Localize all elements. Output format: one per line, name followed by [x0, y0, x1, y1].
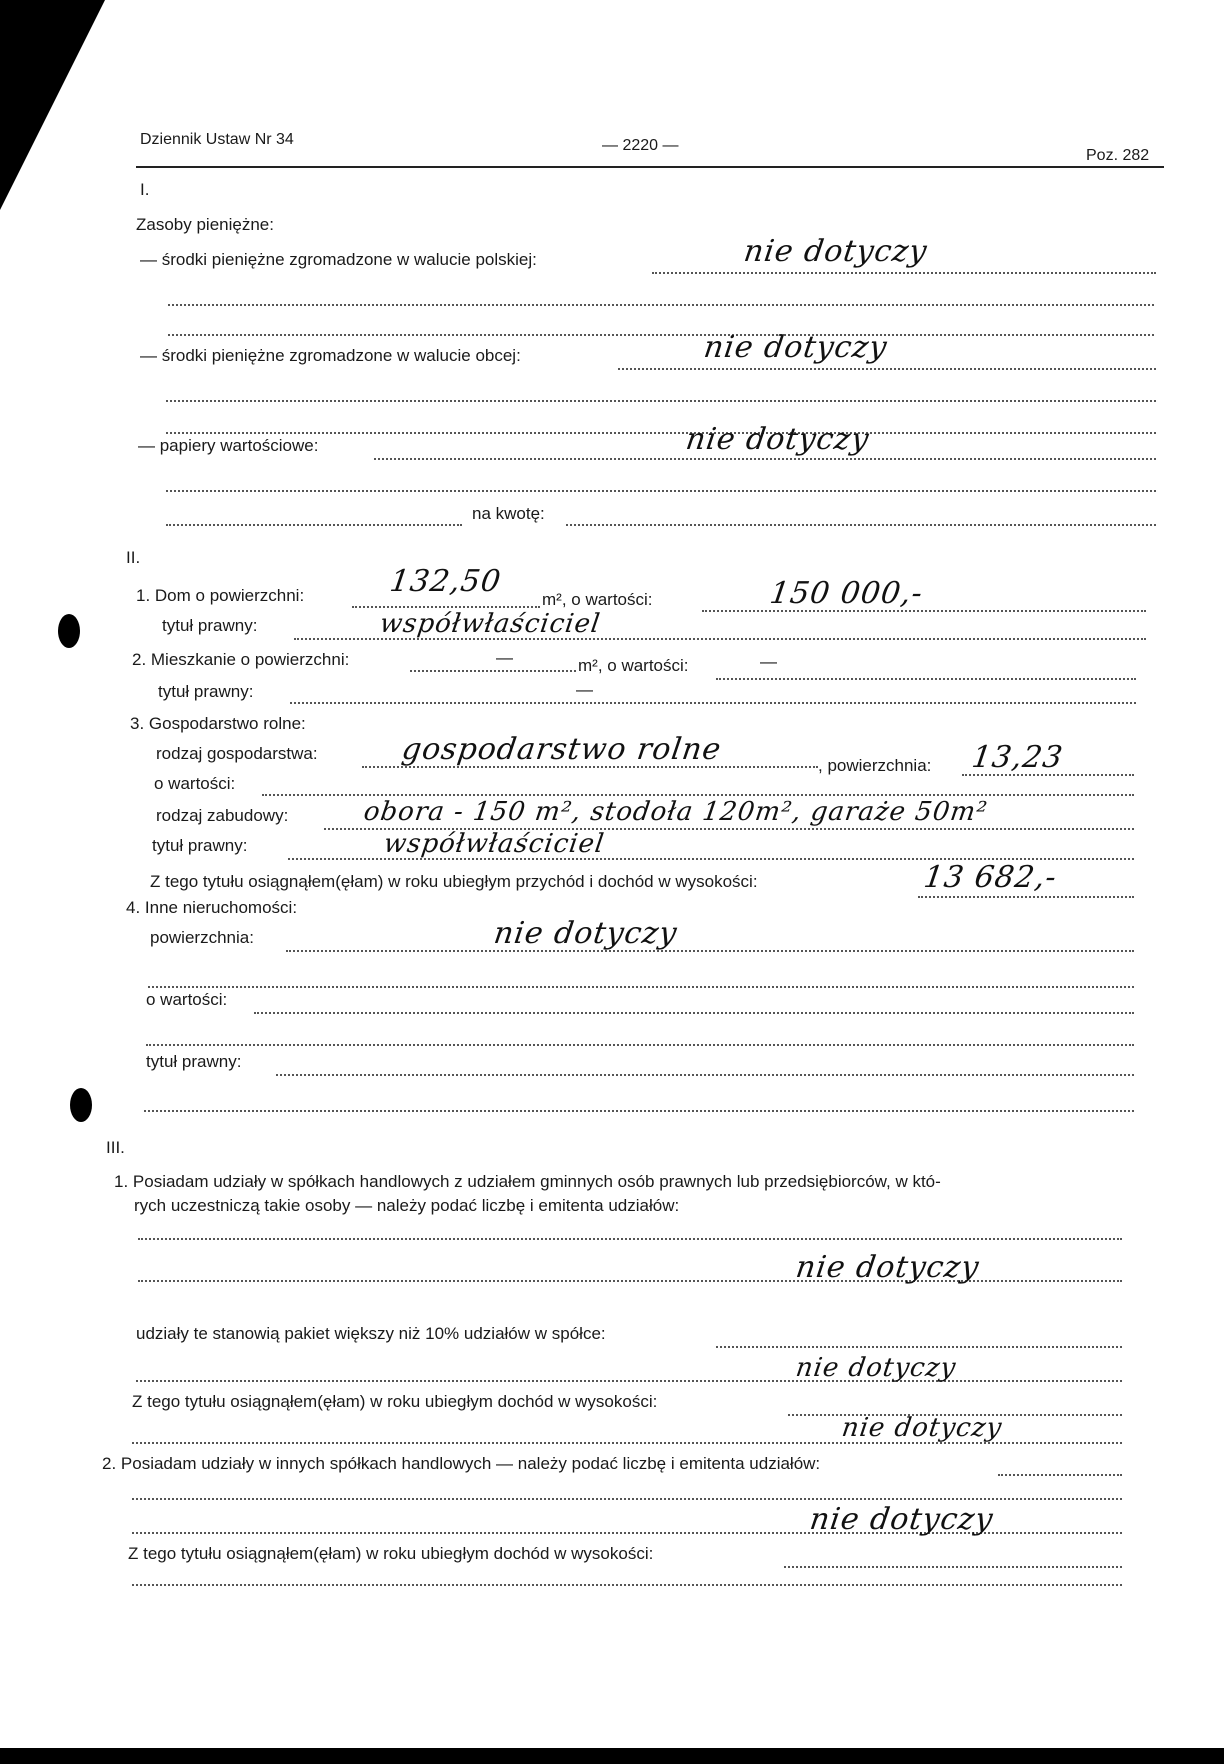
flat-unit-label: m², o wartości: — [578, 656, 689, 675]
other-shares-value: nie dotyczy — [807, 1502, 996, 1537]
shares-gmina-question-line2: rych uczestniczą takie osoby — należy podać liczbę i emitenta udziałów: — [134, 1196, 680, 1215]
other-title-line-2 — [144, 1110, 1134, 1112]
share-packet-line-2 — [136, 1380, 1122, 1382]
shares-gmina-income-label: Z tego tytułu osiągnąłem(ęłam) w roku ubiegłym dochód w wysokości: — [132, 1392, 658, 1411]
other-worth-line-2 — [146, 1044, 1134, 1046]
flat-area-line — [410, 670, 576, 672]
farm-build-value: obora - 150 m², stodoła 120m², garaże 50m² — [361, 797, 990, 827]
flat-value: — — [760, 652, 777, 671]
header-rule — [136, 166, 1164, 168]
pln-cash-line — [652, 272, 1156, 274]
other-area-line — [286, 950, 1134, 952]
section-2-numeral: II. — [126, 548, 141, 567]
flat-value-line — [716, 678, 1136, 680]
amount-label: na kwotę: — [472, 504, 545, 523]
other-shares-line-2 — [132, 1498, 1122, 1500]
other-shares-line — [998, 1474, 1122, 1476]
other-shares-income-label: Z tego tytułu osiągnąłem(ęłam) w roku ubiegłym dochód w wysokości: — [128, 1544, 654, 1563]
farm-build-label: rodzaj zabudowy: — [156, 806, 289, 825]
foreign-cash-value: nie dotyczy — [701, 330, 890, 365]
flat-title-value: — — [576, 680, 593, 699]
farm-type-label: rodzaj gospodarstwa: — [156, 744, 318, 763]
farm-worth-label: o wartości: — [154, 774, 236, 793]
flat-label: 2. Mieszkanie o powierzchni: — [132, 650, 350, 669]
other-worth-label: o wartości: — [146, 990, 228, 1009]
pln-cash-label: — środki pieniężne zgromadzone w walucie polskiej: — [140, 250, 537, 269]
farm-income-value: 13 682,- — [921, 860, 1060, 895]
house-title-value: współwłaściciel — [377, 609, 603, 639]
farm-area-value: 13,23 — [969, 740, 1066, 775]
other-worth-line — [254, 1012, 1134, 1014]
other-area-value: nie dotyczy — [491, 916, 680, 951]
punch-hole-top — [58, 614, 80, 648]
foreign-cash-line — [618, 368, 1156, 370]
shares-gmina-income-value: nie dotyczy — [839, 1413, 1005, 1443]
scan-bottom-edge — [0, 1748, 1224, 1764]
securities-line — [374, 458, 1156, 460]
share-packet-label: udziały te stanowią pakiet większy niż 10% udziałów w spółce: — [136, 1324, 606, 1343]
position-number: Poz. 282 — [1086, 147, 1150, 164]
pln-cash-line-2 — [168, 304, 1154, 306]
flat-title-line — [290, 702, 1136, 704]
shares-gmina-line-1 — [138, 1238, 1122, 1240]
house-area-value: 132,50 — [387, 564, 504, 599]
section-1-numeral: I. — [140, 180, 150, 199]
farm-income-label: Z tego tytułu osiągnąłem(ęłam) w roku ubiegłym przychód i dochód w wysokości: — [150, 872, 758, 891]
house-value: 150 000,- — [767, 576, 926, 611]
page-number: — 2220 — — [602, 137, 679, 154]
journal-title: Dziennik Ustaw Nr 34 — [140, 131, 294, 148]
shares-gmina-question-line1: 1. Posiadam udziały w spółkach handlowych z udziałem gminnych osób prawnych lub przedsiębiorców, w któ- — [114, 1172, 941, 1191]
securities-value: nie dotyczy — [683, 422, 872, 457]
other-property-label: 4. Inne nieruchomości: — [126, 898, 298, 917]
house-unit-label: m², o wartości: — [542, 590, 653, 609]
farm-type-value: gospodarstwo rolne — [399, 732, 724, 767]
foreign-cash-line-3 — [166, 432, 1156, 434]
securities-label: — papiery wartościowe: — [138, 436, 319, 455]
share-packet-value: nie dotyczy — [793, 1353, 959, 1383]
other-title-label: tytuł prawny: — [146, 1052, 242, 1071]
foreign-cash-label: — środki pieniężne zgromadzone w walucie obcej: — [140, 346, 521, 365]
other-area-line-2 — [148, 986, 1134, 988]
other-area-label: powierzchnia: — [150, 928, 254, 947]
shares-gmina-value: nie dotyczy — [793, 1250, 982, 1285]
punch-hole-bottom — [70, 1088, 92, 1122]
securities-line-2 — [166, 490, 1156, 492]
farm-area-label: , powierzchnia: — [818, 756, 932, 775]
pln-cash-line-3 — [168, 334, 1154, 336]
flat-area-value: — — [496, 648, 513, 667]
farm-label: 3. Gospodarstwo rolne: — [130, 714, 306, 733]
foreign-cash-line-2 — [166, 400, 1156, 402]
flat-title-label: tytuł prawny: — [158, 682, 254, 701]
farm-title-value: współwłaściciel — [381, 829, 607, 859]
amount-line — [566, 524, 1156, 526]
pln-cash-value: nie dotyczy — [741, 234, 930, 269]
other-shares-question: 2. Posiadam udziały w innych spółkach handlowych — należy podać liczbę i emitenta udziałów: — [102, 1454, 821, 1473]
house-title-label: tytuł prawny: — [162, 616, 258, 635]
amount-line-left — [166, 524, 462, 526]
other-shares-income-line — [784, 1566, 1122, 1568]
section-3-numeral: III. — [106, 1138, 125, 1157]
farm-income-line — [918, 896, 1134, 898]
other-title-line — [276, 1074, 1134, 1076]
scan-corner-shadow — [0, 0, 105, 210]
farm-title-label: tytuł prawny: — [152, 836, 248, 855]
other-shares-income-line-2 — [132, 1584, 1122, 1586]
cash-heading: Zasoby pieniężne: — [136, 215, 274, 234]
share-packet-line — [716, 1346, 1122, 1348]
house-label: 1. Dom o powierzchni: — [136, 586, 305, 605]
